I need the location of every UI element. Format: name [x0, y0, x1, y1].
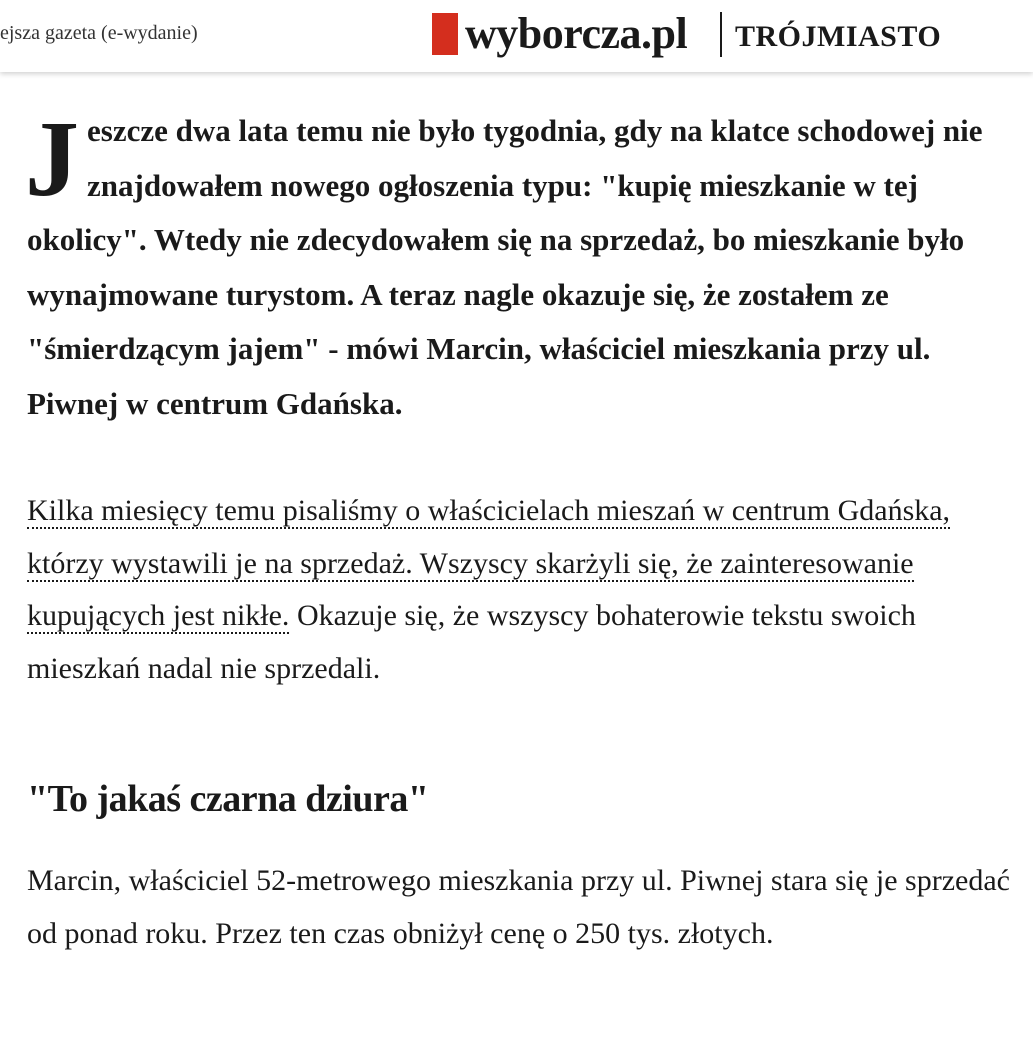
lead-text: eszcze dwa lata temu nie było tygodnia, gdy na klatce schodowej nie znajdowałem nowego ogłoszenia typu: "kupię mieszkanie w tej okolicy". Wtedy nie zdecydowałem się na sprzedaż, bo mieszkanie było wynajmowane turystom. A teraz nagle okazuje się, że zostałem ze "śmierdzącym jajem" - mówi Marcin, właściciel mieszkania przy ul. Piwnej w centrum Gdańska. [27, 113, 983, 421]
logo-text: wyborcza.pl [465, 9, 688, 58]
lead-dropcap: J [25, 100, 79, 219]
related-article-link[interactable]: Kilka miesięcy temu pisaliśmy o właścicielach mieszań w centrum Gdańska, którzy wystawili je na sprzedaż. Wszyscy skarżyli się, że zainteresowanie kupujących jest nikłe. [27, 494, 951, 632]
site-logo[interactable] [432, 8, 687, 60]
paragraph-text: Okazuje się, że wszyscy bohaterowie tekstu swoich mieszkań nadal nie sprzedali. [27, 599, 916, 685]
e-edition-link[interactable]: ejsza gazeta (e-wydanie) [0, 22, 198, 44]
article-body [25, 100, 1017, 960]
article-subheading: "To jakaś czarna dziura" [27, 778, 429, 820]
article-paragraph [27, 485, 1017, 695]
site-header [0, 0, 1033, 72]
section-link-trojmiasto[interactable]: TRÓJMIASTO [735, 20, 942, 53]
logo-square-icon [432, 13, 458, 55]
article-paragraph: Marcin, właściciel 52-metrowego mieszkania przy ul. Piwnej stara się je sprzedać od ponad roku. Przez ten czas obniżył cenę o 250 tys. złotych. [27, 864, 1010, 950]
header-divider [720, 12, 722, 57]
article-lead [25, 100, 1017, 431]
